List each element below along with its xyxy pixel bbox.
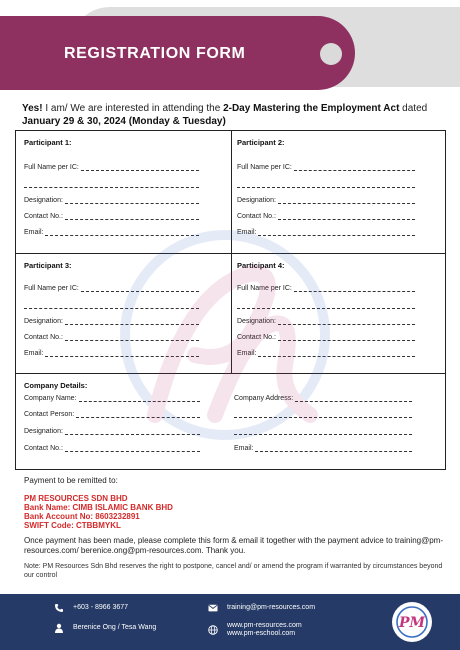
participant-4-email-field[interactable] bbox=[237, 347, 415, 357]
payment-instruction: Once payment has been made, please complete this form & email it together with the payment advice to training@pm-resources.com/ berenice.ong@pm-resources.com. Thank you. bbox=[24, 536, 443, 555]
company-designation-field[interactable] bbox=[24, 425, 200, 435]
footer-websites[interactable] bbox=[208, 622, 302, 638]
contact-person-label: Contact Person: bbox=[24, 411, 75, 418]
page-title: REGISTRATION FORM bbox=[64, 45, 246, 62]
participant-2-designation-line[interactable] bbox=[278, 197, 415, 204]
participant-2-name-label: Full Name per IC: bbox=[237, 164, 292, 171]
company-email-label: Email: bbox=[234, 445, 254, 452]
participant-4-contact-line[interactable] bbox=[278, 334, 415, 341]
participant-3-designation-field[interactable] bbox=[24, 315, 199, 325]
bank-name: Bank Name: CIMB ISLAMIC BANK BHD bbox=[24, 503, 173, 512]
participant-1-email-field[interactable] bbox=[24, 226, 199, 236]
bank-details bbox=[24, 494, 173, 530]
participant-3-title: Participant 3: bbox=[24, 261, 72, 270]
participant-3-name-line-2-rule[interactable] bbox=[24, 302, 199, 309]
participant-3-contact-field[interactable] bbox=[24, 331, 199, 341]
company-email-field[interactable] bbox=[234, 442, 412, 452]
participant-4-designation-line[interactable] bbox=[278, 318, 415, 325]
participant-4-name-label: Full Name per IC: bbox=[237, 285, 292, 292]
footer-phone[interactable] bbox=[54, 603, 128, 613]
participant-2-cell bbox=[232, 131, 445, 254]
participant-2-contact-field[interactable] bbox=[237, 210, 415, 220]
company-address-line-3-rule[interactable] bbox=[234, 428, 412, 435]
mail-icon bbox=[208, 603, 218, 613]
participant-1-title: Participant 1: bbox=[24, 138, 72, 147]
participant-3-email-field[interactable] bbox=[24, 347, 199, 357]
participant-2-name-line-2-rule[interactable] bbox=[237, 181, 415, 188]
participant-1-name-line[interactable] bbox=[81, 164, 199, 171]
participant-1-contact-label: Contact No.: bbox=[24, 213, 63, 220]
header-dot bbox=[320, 43, 342, 65]
participant-3-name-line-2[interactable] bbox=[24, 299, 199, 309]
participant-4-title: Participant 4: bbox=[237, 261, 285, 270]
footer-email[interactable] bbox=[208, 603, 315, 613]
footer-websites-text bbox=[227, 622, 302, 638]
company-title: Company Details: bbox=[24, 381, 88, 390]
participant-3-name-field[interactable] bbox=[24, 282, 199, 292]
company-address-line-2[interactable] bbox=[234, 408, 412, 418]
company-email-line[interactable] bbox=[255, 445, 412, 452]
participant-4-email-line[interactable] bbox=[258, 350, 415, 357]
participant-3-email-line[interactable] bbox=[45, 350, 199, 357]
company-contact-line[interactable] bbox=[65, 445, 200, 452]
participant-1-contact-line[interactable] bbox=[65, 213, 199, 220]
participant-4-designation-label: Designation: bbox=[237, 318, 276, 325]
bank-company: PM RESOURCES SDN BHD bbox=[24, 494, 128, 503]
participant-4-name-line-2-rule[interactable] bbox=[237, 302, 415, 309]
company-contact-label: Contact No.: bbox=[24, 445, 63, 452]
participant-2-designation-field[interactable] bbox=[237, 194, 415, 204]
footer bbox=[0, 594, 460, 650]
pm-logo-mark bbox=[395, 605, 429, 639]
company-cell bbox=[16, 374, 445, 469]
contact-person-field[interactable] bbox=[24, 408, 200, 418]
participant-4-name-line[interactable] bbox=[294, 285, 415, 292]
intro-lead: Yes! bbox=[22, 103, 43, 114]
intro-text-1: I am/ We are interested in attending the bbox=[42, 103, 224, 114]
company-designation-label: Designation: bbox=[24, 428, 63, 435]
participant-3-name-label: Full Name per IC: bbox=[24, 285, 79, 292]
footer-website-2[interactable]: www.pm-eschool.com bbox=[227, 630, 296, 637]
participant-2-email-label: Email: bbox=[237, 229, 257, 236]
participant-3-designation-label: Designation: bbox=[24, 318, 63, 325]
person-icon bbox=[54, 623, 64, 633]
footer-email-text: training@pm-resources.com bbox=[227, 604, 316, 611]
footer-website-1[interactable]: www.pm-resources.com bbox=[227, 622, 302, 629]
participant-3-contact-label: Contact No.: bbox=[24, 334, 63, 341]
participant-3-designation-line[interactable] bbox=[65, 318, 199, 325]
participant-4-contact-field[interactable] bbox=[237, 331, 415, 341]
participant-1-email-line[interactable] bbox=[45, 229, 199, 236]
participant-2-email-line[interactable] bbox=[258, 229, 415, 236]
company-address-field[interactable] bbox=[234, 392, 412, 402]
disclaimer-note: Note: PM Resources Sdn Bhd reserves the right to postpone, cancel and/ or amend the program if warranted by circumstances beyond our control bbox=[24, 563, 443, 579]
participant-1-designation-field[interactable] bbox=[24, 194, 199, 204]
company-address-line-3[interactable] bbox=[234, 425, 412, 435]
pm-logo-text: PM bbox=[398, 615, 426, 631]
participant-2-name-field[interactable] bbox=[237, 161, 415, 171]
company-contact-field[interactable] bbox=[24, 442, 200, 452]
participant-3-email-label: Email: bbox=[24, 350, 44, 357]
participant-4-contact-label: Contact No.: bbox=[237, 334, 276, 341]
intro-text-2: dated bbox=[399, 103, 428, 114]
company-designation-line[interactable] bbox=[65, 428, 200, 435]
participant-4-cell bbox=[232, 254, 445, 374]
company-address-label: Company Address: bbox=[234, 395, 294, 402]
participant-1-designation-line[interactable] bbox=[65, 197, 199, 204]
company-name-line[interactable] bbox=[79, 395, 200, 402]
footer-contacts-text: Berenice Ong / Tesa Wang bbox=[73, 624, 157, 631]
participant-2-contact-line[interactable] bbox=[278, 213, 415, 220]
payment-heading: Payment to be remitted to: bbox=[24, 476, 118, 485]
participant-4-name-line-2[interactable] bbox=[237, 299, 415, 309]
bank-account: Bank Account No: 8603232891 bbox=[24, 512, 140, 521]
company-address-line[interactable] bbox=[295, 395, 412, 402]
participant-1-name-label: Full Name per IC: bbox=[24, 164, 79, 171]
participant-1-name-field[interactable] bbox=[24, 161, 199, 171]
contact-person-line[interactable] bbox=[76, 411, 200, 418]
globe-icon bbox=[208, 625, 218, 635]
participant-3-name-line[interactable] bbox=[81, 285, 199, 292]
participant-4-designation-field[interactable] bbox=[237, 315, 415, 325]
pm-logo bbox=[392, 602, 432, 642]
participant-2-title: Participant 2: bbox=[237, 138, 285, 147]
participant-2-name-line-2[interactable] bbox=[237, 178, 415, 188]
bank-swift: SWIFT Code: CTBBMYKL bbox=[24, 521, 121, 530]
participant-1-name-line-2-rule[interactable] bbox=[24, 181, 199, 188]
participant-4-name-field[interactable] bbox=[237, 282, 415, 292]
company-name-field[interactable] bbox=[24, 392, 200, 402]
participant-1-email-label: Email: bbox=[24, 229, 44, 236]
participant-3-contact-line[interactable] bbox=[65, 334, 199, 341]
footer-contacts bbox=[54, 623, 156, 633]
participant-2-name-line[interactable] bbox=[294, 164, 415, 171]
participant-1-cell bbox=[16, 131, 232, 254]
registration-table bbox=[15, 130, 446, 470]
company-address-line-2-rule[interactable] bbox=[234, 411, 412, 418]
participant-1-designation-label: Designation: bbox=[24, 197, 63, 204]
participant-4-email-label: Email: bbox=[237, 350, 257, 357]
participant-2-contact-label: Contact No.: bbox=[237, 213, 276, 220]
participant-1-contact-field[interactable] bbox=[24, 210, 199, 220]
participant-2-designation-label: Designation: bbox=[237, 197, 276, 204]
participant-1-name-line-2[interactable] bbox=[24, 178, 199, 188]
intro-text bbox=[22, 103, 442, 128]
company-name-label: Company Name: bbox=[24, 395, 77, 402]
participant-2-email-field[interactable] bbox=[237, 226, 415, 236]
program-name: 2-Day Mastering the Employment Act bbox=[223, 103, 400, 114]
footer-phone-text: +603 - 8966 3677 bbox=[73, 604, 129, 611]
phone-icon bbox=[54, 603, 64, 613]
participant-3-cell bbox=[16, 254, 232, 374]
program-dates: January 29 & 30, 2024 (Monday & Tuesday) bbox=[22, 115, 226, 127]
